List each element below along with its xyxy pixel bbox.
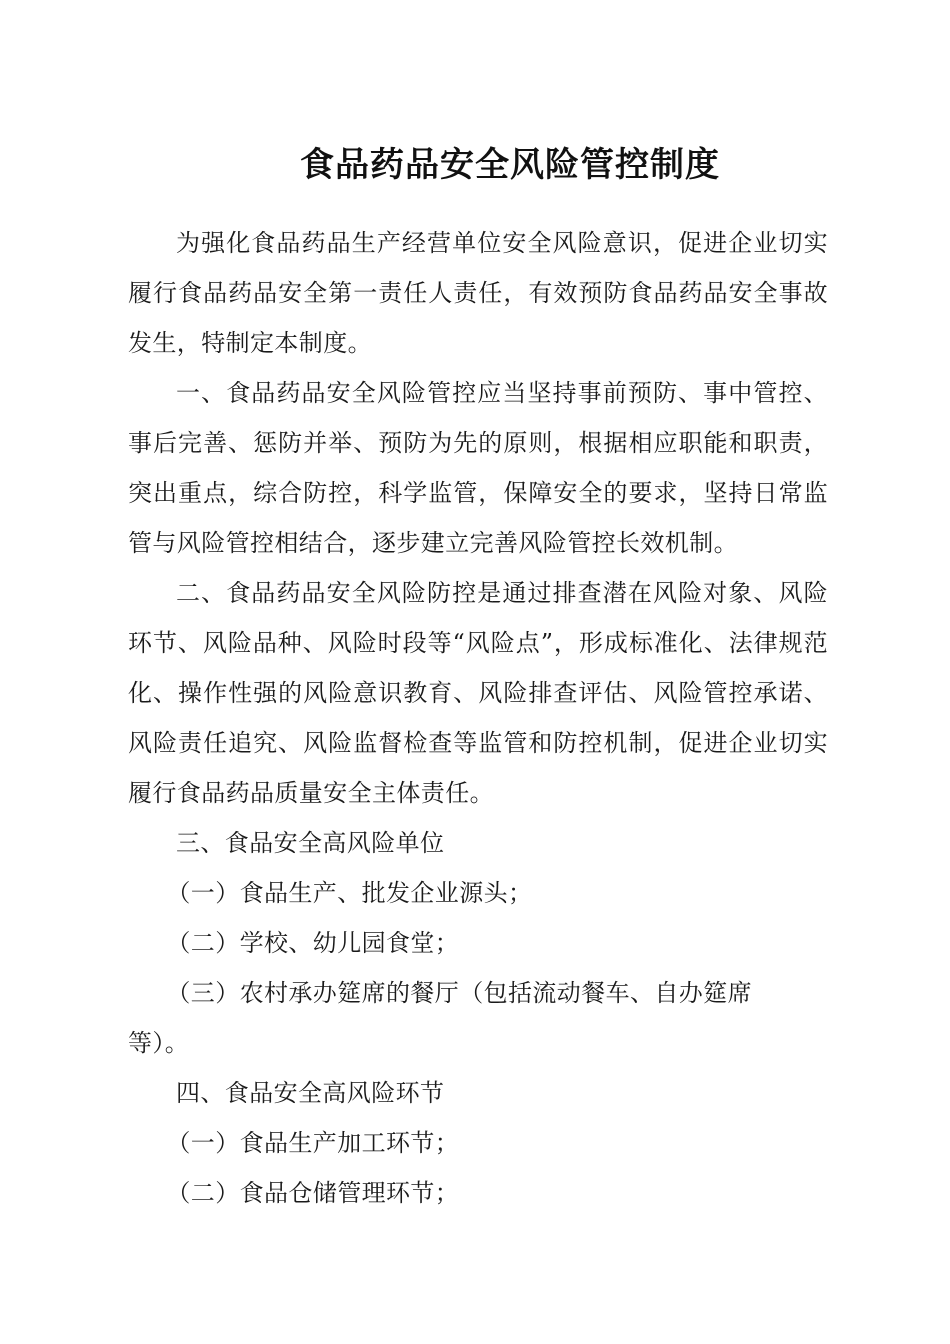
- section-3-item: （二）学校、幼儿园食堂；: [166, 929, 460, 957]
- section-2-paragraph: 二、食品药品安全风险防控是通过排查潜在风险对象、风险环节、风险品种、风险时段等“风险点”，形成标准化、法律规范化、操作性强的风险意识教育、风险排查评估、风险管控承诺、风险责任追究、风险监督检查等监管和防控机制，促进企业切实履行食品药品质量安全主体责任。: [128, 579, 828, 807]
- document-body: [128, 218, 828, 1218]
- section-4-item: （二）食品仓储管理环节；: [166, 1179, 460, 1207]
- document-title: 食品药品安全风险管控制度: [300, 145, 720, 185]
- section-3-item: （一）食品生产、批发企业源头；: [166, 879, 533, 907]
- intro-paragraph: 为强化食品药品生产经营单位安全风险意识，促进企业切实履行食品药品安全第一责任人责任，有效预防食品药品安全事故发生，特制定本制度。: [128, 229, 828, 357]
- section-1-paragraph: 一、食品药品安全风险管控应当坚持事前预防、事中管控、事后完善、惩防并举、预防为先的原则，根据相应职能和职责，突出重点，综合防控，科学监管，保障安全的要求，坚持日常监管与风险管控相结合，逐步建立完善风险管控长效机制。: [128, 379, 828, 557]
- section-4-item: （一）食品生产加工环节；: [166, 1129, 460, 1157]
- section-3-heading: 三、食品安全高风险单位: [176, 829, 445, 857]
- section-3-item: （三）农村承办筵席的餐厅（包括流动餐车、自办筵席等）。: [128, 979, 752, 1057]
- section-4-heading: 四、食品安全高风险环节: [176, 1079, 445, 1107]
